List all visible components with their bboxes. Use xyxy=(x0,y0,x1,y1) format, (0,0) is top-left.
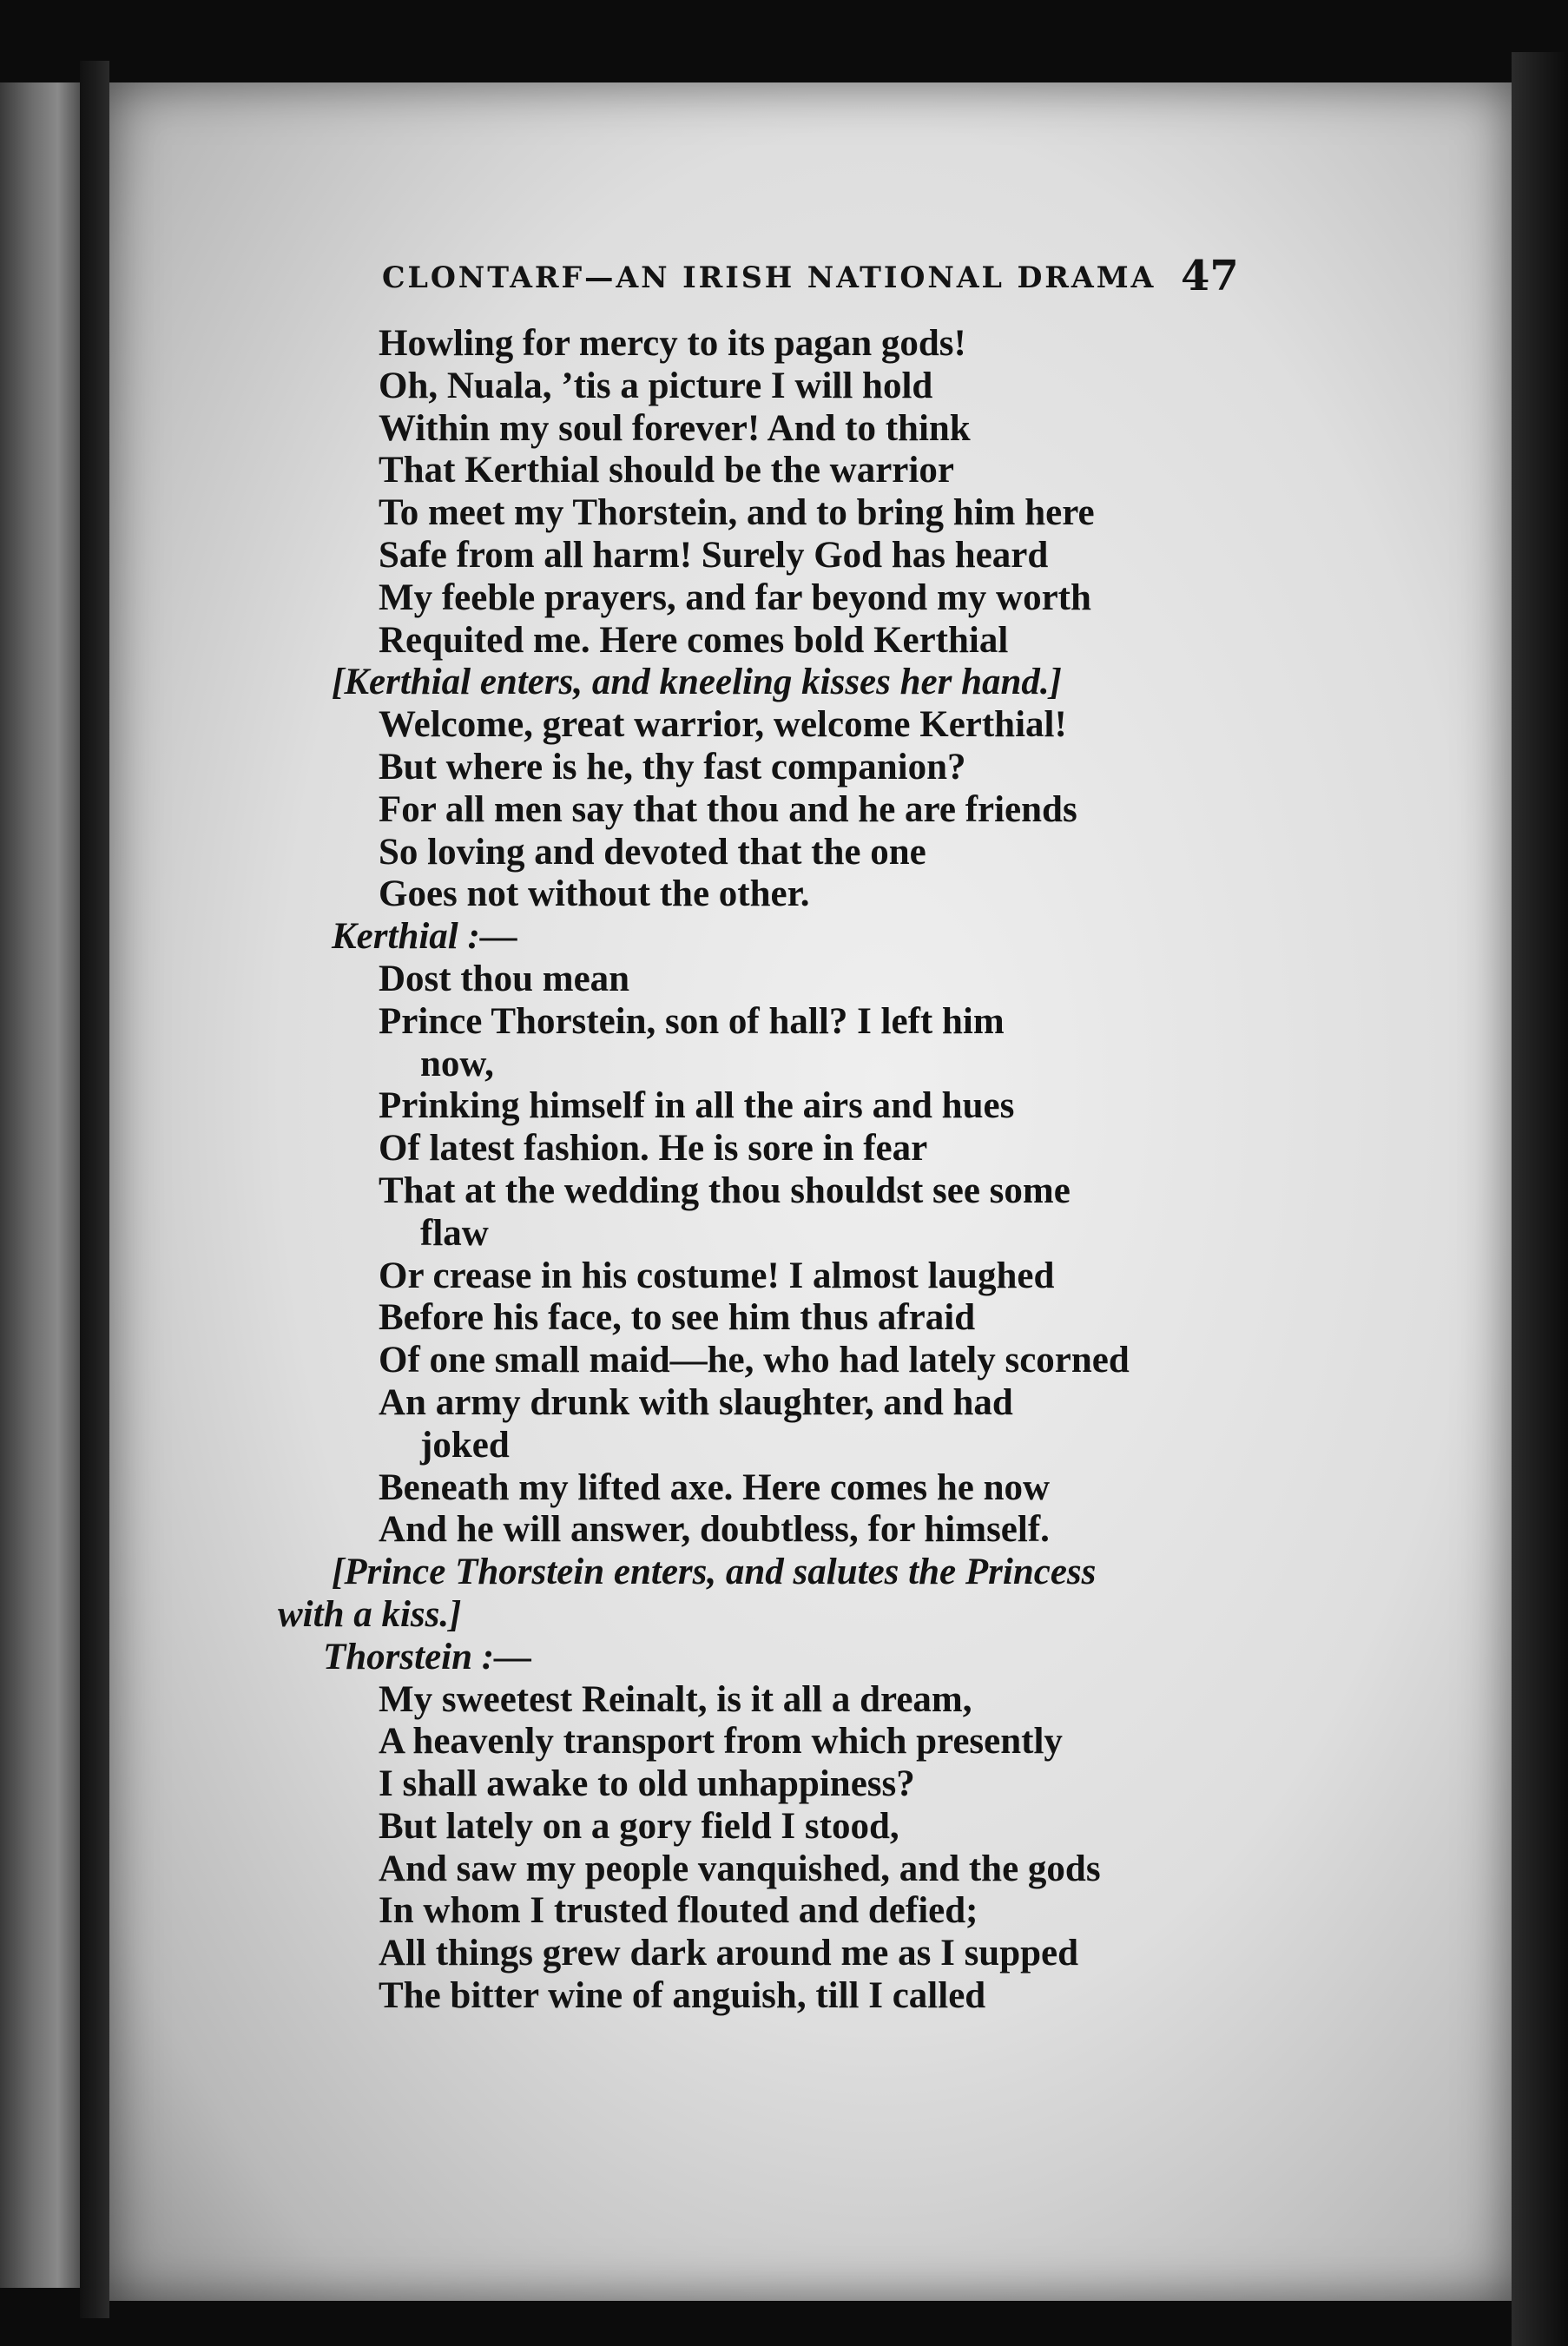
verse-line: For all men say that thou and he are friends xyxy=(379,788,1077,830)
running-head: CLONTARF—AN IRISH NATIONAL DRAMA xyxy=(382,260,1156,295)
verse-line: All things grew dark around me as I supped xyxy=(379,1933,1079,1974)
verse-line: To meet my Thorstein, and to bring him here xyxy=(379,492,1095,534)
page-right-edge xyxy=(1512,52,1568,2346)
verse-line: That Kerthial should be the warrior xyxy=(379,450,954,491)
verse-line: Requited me. Here comes bold Kerthial xyxy=(379,619,1009,661)
verse-line: But lately on a gory field I stood, xyxy=(379,1805,899,1847)
verse-line: Dost thou mean xyxy=(379,958,630,999)
verse-line: But where is he, thy fast companion? xyxy=(379,746,966,787)
stage-direction: with a kiss.] xyxy=(278,1593,462,1635)
verse-line: And he will answer, doubtless, for himself. xyxy=(379,1509,1050,1551)
speaker-name: Thorstein :— xyxy=(323,1636,532,1677)
verse-line: Prince Thorstein, son of hall? I left him xyxy=(379,1000,1005,1042)
verse-line: Of latest fashion. He is sore in fear xyxy=(379,1128,928,1170)
verse-line-continuation: flaw xyxy=(420,1212,489,1254)
verse-line-continuation: joked xyxy=(420,1424,510,1466)
verse-line: The bitter wine of anguish, till I called xyxy=(379,1975,986,2017)
verse-line: Oh, Nuala, ’tis a picture I will hold xyxy=(379,365,933,406)
verse-line: Safe from all harm! Surely God has heard xyxy=(379,534,1049,576)
play-text xyxy=(278,323,1242,2018)
binding-gutter xyxy=(80,61,109,2318)
verse-line: My feeble prayers, and far beyond my worth xyxy=(379,577,1091,618)
verse-line: An army drunk with slaughter, and had xyxy=(379,1381,1013,1423)
verse-line: Beneath my lifted axe. Here comes he now xyxy=(379,1466,1051,1508)
verse-line: Howling for mercy to its pagan gods! xyxy=(379,323,966,364)
verse-line: That at the wedding thou shouldst see some xyxy=(379,1170,1071,1211)
page-header xyxy=(382,252,1250,304)
verse-line: So loving and devoted that the one xyxy=(379,831,926,873)
verse-line-continuation: now, xyxy=(420,1043,494,1084)
verse-line: Prinking himself in all the airs and hues xyxy=(379,1085,1015,1127)
verse-line: My sweetest Reinalt, is it all a dream, xyxy=(379,1678,972,1720)
speaker-name: Kerthial :— xyxy=(332,916,517,958)
verse-line: Welcome, great warrior, welcome Kerthial! xyxy=(379,704,1067,746)
verse-line: I shall awake to old unhappiness? xyxy=(379,1763,915,1805)
verse-line: Within my soul forever! And to think xyxy=(379,407,971,449)
verse-line: Of one small maid—he, who had lately scorned xyxy=(379,1340,1130,1381)
verse-line: Before his face, to see him thus afraid xyxy=(379,1297,976,1339)
page-number: 47 xyxy=(1181,252,1239,300)
verse-line: Or crease in his costume! I almost laughed xyxy=(379,1255,1055,1296)
verse-line: In whom I trusted flouted and defied; xyxy=(379,1890,978,1932)
previous-page-edge xyxy=(0,82,82,2288)
verse-line: Goes not without the other. xyxy=(379,873,810,915)
verse-line: And saw my people vanquished, and the gods xyxy=(379,1848,1101,1889)
stage-direction: [Kerthial enters, and kneeling kisses her hand.] xyxy=(332,662,1062,703)
stage-direction: [Prince Thorstein enters, and salutes the Princess xyxy=(332,1552,1097,1593)
verse-line: A heavenly transport from which presently xyxy=(379,1721,1063,1763)
